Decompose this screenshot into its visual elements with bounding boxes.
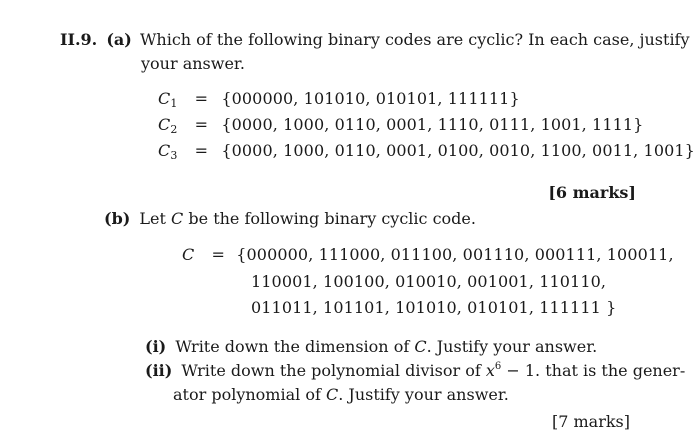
question-header-line bbox=[60, 30, 690, 49]
sub-ii-line2-var: C bbox=[325, 385, 339, 404]
sub-i-pre: Write down the dimension of bbox=[175, 337, 410, 356]
code-c3-equals: = bbox=[194, 141, 209, 160]
sub-question-ii-line2 bbox=[173, 385, 509, 404]
sub-ii-label: (ii) bbox=[145, 361, 173, 380]
sub-ii-line2-post: . Justify your answer. bbox=[338, 385, 509, 404]
sub-ii-x: x bbox=[485, 361, 495, 380]
code-c2-name: C bbox=[158, 115, 171, 134]
code-c2-value: {0000, 1000, 0110, 0001, 1110, 0111, 1001, 1111} bbox=[221, 115, 644, 134]
code-c2-row bbox=[158, 115, 643, 136]
question-number: II.9. bbox=[60, 30, 98, 49]
part-b-marks-text: [7 marks] bbox=[551, 412, 630, 431]
part-b-prompt-post: be the following binary cyclic code. bbox=[188, 209, 476, 228]
part-a-prompt-line1: Which of the following binary codes are cyclic? In each case, justify bbox=[139, 30, 690, 49]
part-b-prompt bbox=[104, 209, 476, 228]
sub-ii-pre: Write down the polynomial divisor of bbox=[181, 361, 481, 380]
sub-i-post: . Justify your answer. bbox=[426, 337, 598, 356]
code-c2-subscript: 2 bbox=[170, 123, 178, 136]
code-c1-row bbox=[158, 89, 520, 110]
sub-ii-line2-pre: ator polynomial of bbox=[173, 385, 321, 404]
code-c3-row bbox=[158, 141, 695, 162]
code-c-equals: = bbox=[211, 245, 226, 264]
sub-i-var: C bbox=[414, 337, 427, 356]
part-a-prompt-line2: your answer. bbox=[141, 54, 245, 73]
code-c-name: C bbox=[182, 245, 195, 264]
code-c1-name: C bbox=[158, 89, 171, 108]
sub-question-ii bbox=[145, 361, 685, 380]
sub-i-label: (i) bbox=[145, 337, 167, 356]
code-c1-value: {000000, 101010, 010101, 111111} bbox=[221, 89, 520, 108]
code-c-line3: 011011, 101101, 101010, 010101, 111111 } bbox=[251, 298, 617, 317]
part-a-marks-text: [6 marks] bbox=[548, 183, 636, 202]
code-c-row1 bbox=[182, 245, 674, 264]
code-c3-name: C bbox=[158, 141, 171, 160]
sub-question-i bbox=[145, 337, 597, 356]
part-b-prompt-var: C bbox=[171, 209, 184, 228]
part-b-label: (b) bbox=[104, 209, 131, 228]
code-c3-subscript: 3 bbox=[170, 149, 178, 162]
code-c2-equals: = bbox=[194, 115, 209, 134]
sub-ii-post: − 1. that is the gener- bbox=[506, 361, 686, 380]
part-a-label: (a) bbox=[106, 30, 132, 49]
part-a-marks bbox=[548, 183, 636, 202]
sub-ii-exponent: 6 bbox=[494, 361, 502, 372]
code-c3-value: {0000, 1000, 0110, 0001, 0100, 0010, 1100, 0011, 1001} bbox=[221, 141, 695, 160]
code-c1-subscript: 1 bbox=[170, 97, 178, 110]
part-b-prompt-pre: Let bbox=[139, 209, 166, 228]
code-c-line1: {000000, 111000, 011100, 001110, 000111, 100011, bbox=[236, 245, 674, 264]
code-c-line2: 110001, 100100, 010010, 001001, 110110, bbox=[251, 272, 607, 291]
part-b-marks bbox=[552, 412, 630, 431]
code-c1-equals: = bbox=[194, 89, 209, 108]
